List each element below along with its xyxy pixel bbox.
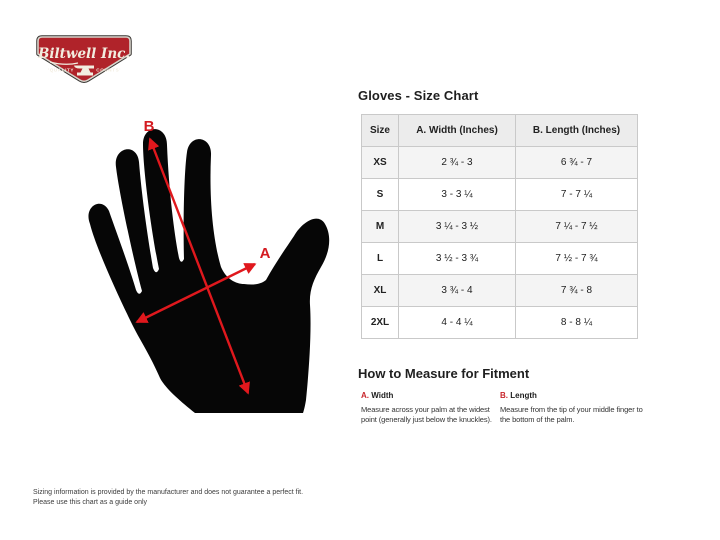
col-header-width: A. Width (Inches) <box>399 115 516 147</box>
logo-brand-text: Biltwell Inc. <box>37 46 131 62</box>
measure-length-block <box>500 391 650 426</box>
size-value: XS <box>362 147 399 179</box>
table-row <box>362 275 638 307</box>
table-row <box>362 211 638 243</box>
length-value: 6 ¾ - 7 <box>516 147 638 179</box>
measure-width-key: A. <box>361 391 369 400</box>
table-row <box>362 179 638 211</box>
table-row <box>362 243 638 275</box>
length-value: 7 ¾ - 8 <box>516 275 638 307</box>
sizing-disclaimer <box>33 488 303 507</box>
disclaimer-line-1: Sizing information is provided by the manufacturer and does not guarantee a perfect fit. <box>33 489 304 496</box>
size-value: S <box>362 179 399 211</box>
measure-section-title: How to Measure for Fitment <box>358 366 530 381</box>
measure-length-key: B. <box>500 391 508 400</box>
biltwell-logo <box>35 35 133 85</box>
length-value: 7 - 7 ¼ <box>516 179 638 211</box>
width-value: 3 ¾ - 4 <box>399 275 516 307</box>
hand-measure-diagram <box>80 100 340 430</box>
length-value: 7 ¼ - 7 ½ <box>516 211 638 243</box>
col-header-size: Size <box>362 115 399 147</box>
width-value: 3 - 3 ¼ <box>399 179 516 211</box>
measure-width-label: Width <box>371 391 394 400</box>
width-value: 2 ¾ - 3 <box>399 147 516 179</box>
hand-silhouette <box>88 129 329 413</box>
width-value: 3 ½ - 3 ¾ <box>399 243 516 275</box>
measure-length-text: Measure from the tip of your middle finger to the bottom of the palm. <box>500 404 643 424</box>
width-value: 3 ¼ - 3 ½ <box>399 211 516 243</box>
size-value: 2XL <box>362 307 399 339</box>
size-value: L <box>362 243 399 275</box>
size-value: XL <box>362 275 399 307</box>
size-value: M <box>362 211 399 243</box>
glove-size-table <box>361 114 638 339</box>
label-b: B <box>143 118 155 135</box>
table-header-row <box>362 115 638 147</box>
logo-tagline-right: COUNTS' <box>96 67 121 73</box>
width-value: 4 - 4 ¼ <box>399 307 516 339</box>
measure-length-heading <box>500 391 650 402</box>
disclaimer-line-2: Please use this chart as a guide only <box>33 498 148 506</box>
measure-length-label: Length <box>510 391 537 400</box>
measure-width-heading <box>361 391 499 402</box>
label-a: A <box>259 245 271 262</box>
col-header-length: B. Length (Inches) <box>516 115 638 147</box>
table-row <box>362 307 638 339</box>
length-value: 7 ½ - 7 ¾ <box>516 243 638 275</box>
length-value: 8 - 8 ¼ <box>516 307 638 339</box>
size-chart-title: Gloves - Size Chart <box>358 88 479 103</box>
table-row <box>362 147 638 179</box>
measure-width-block <box>361 391 499 426</box>
logo-tagline-left: 'QUALITY <box>48 67 75 73</box>
measure-width-text: Measure across your palm at the widest point (generally just below the knuckles). <box>361 404 492 424</box>
